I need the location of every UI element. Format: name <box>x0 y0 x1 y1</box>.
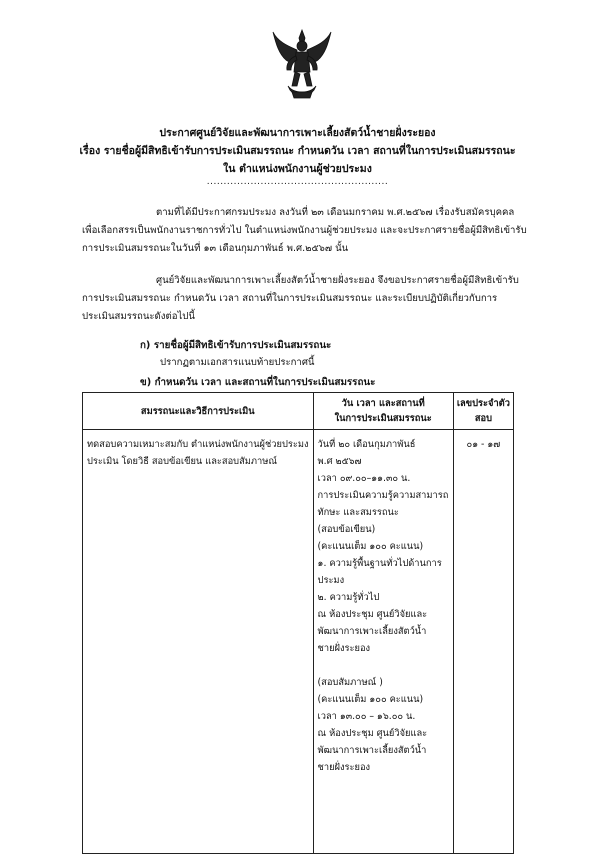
title-separator: ...................................................... <box>206 177 389 187</box>
intro-paragraph-1-line-2: เพื่อเลือกสรรเป็นพนักงานราชการทั่วไป ในตำแหน่งพนักงานผู้ช่วยประมง และจะประกาศรายชื่อผู้มีสิทธิเข้ารับ <box>82 225 527 236</box>
table-header-row <box>83 393 514 430</box>
table-row <box>83 430 514 854</box>
blank-line <box>318 657 449 674</box>
announcement-title: ประกาศศูนย์วิจัยและพัฒนาการเพาะเลี้ยงสัตว์น้ำชายฝั่งระยอง <box>159 127 436 139</box>
cell-exam-id-range: ๐๑ - ๑๗ <box>453 430 513 854</box>
announcement-position: ใน ตำแหน่งพนักงานผู้ช่วยประมง <box>223 163 372 175</box>
intro-paragraph-1-line-3: การประเมินสมรรถนะในวันที่ ๑๓ เดือนกุมภาพันธ์ พ.ศ.๒๕๖๗ นั้น <box>82 243 349 254</box>
cell-date-time-place: วันที่ ๒๐ เดือนกุมภาพันธ์ พ.ศ ๒๕๖๗ เวลา ๐๙.๐๐–๑๑.๓๐ น. การประเมินความรู้ความสามารถ ทักษะ และสมรรถนะ (สอบข้อเขียน) (คะแนนเต็ม ๑๐๐ คะแนน) ๑. ความรู้พื้นฐานทั่วไปด้านการ ประมง ๒. ความรู้ทั่วไป ณ ห้องประชุม ศูนย์วิจัยและ พัฒนาการเพาะเลี้ยงสัตว์น้ำ ชายฝั่งระยอง (สอบสัมภาษณ์ ) (คะแนนเต็ม ๑๐๐ คะแนน) เวลา ๑๓.๐๐ – ๑๖.๐๐ น. ณ ห้องประชุม ศูนย์วิจัยและ พัฒนาการเพาะเลี้ยงสัตว์น้ำ ชายฝั่งระยอง <box>313 430 453 854</box>
intro-paragraph-2-line-1: ศูนย์วิจัยและพัฒนาการเพาะเลี้ยงสัตว์น้ำชายฝั่งระยอง จึงขอประกาศรายชื่อผู้มีสิทธิเข้ารับ <box>156 275 519 286</box>
schedule-table <box>82 392 514 854</box>
section-a-heading: ก) รายชื่อผู้มีสิทธิเข้ารับการประเมินสมรรถนะ <box>140 340 332 351</box>
garuda-emblem-icon <box>270 28 334 100</box>
intro-paragraph-2-line-2: การประเมินสมรรถนะ กำหนดวัน เวลา สถานที่ในการประเมินสมรรถนะ และระเบียบปฏิบัติเกี่ยวกับการ <box>82 293 498 304</box>
intro-paragraph-1-line-1: ตามที่ได้มีประกาศกรมประมง ลงวันที่ ๒๓ เดือนมกราคม พ.ศ.๒๕๖๗ เรื่องรับสมัครบุคคล <box>156 207 515 218</box>
cell-competency-method: ทดสอบความเหมาะสมกับ ตำแหน่งพนักงานผู้ช่วยประมง ประเมิน โดยวิธี สอบข้อเขียน และสอบสัมภาษณ์ <box>83 430 314 854</box>
section-b-heading: ข) กำหนดวัน เวลา และสถานที่ในการประเมินสมรรถนะ <box>140 377 376 388</box>
intro-paragraph-2-line-3: ประเมินสมรรถนะดังต่อไปนี้ <box>82 311 195 322</box>
header-date-time-place: วัน เวลา และสถานที่ ในการประเมินสมรรถนะ <box>313 393 453 430</box>
announcement-subject: เรื่อง รายชื่อผู้มีสิทธิเข้ารับการประเมินสมรรถนะ กำหนดวัน เวลา สถานที่ในการประเมินสมรรถนะ <box>79 145 516 157</box>
header-exam-id: เลขประจำตัว สอบ <box>453 393 513 430</box>
header-competency-method: สมรรถนะและวิธีการประเมิน <box>83 393 314 430</box>
section-a-body: ปรากฏตามเอกสารแนบท้ายประกาศนี้ <box>160 357 315 368</box>
